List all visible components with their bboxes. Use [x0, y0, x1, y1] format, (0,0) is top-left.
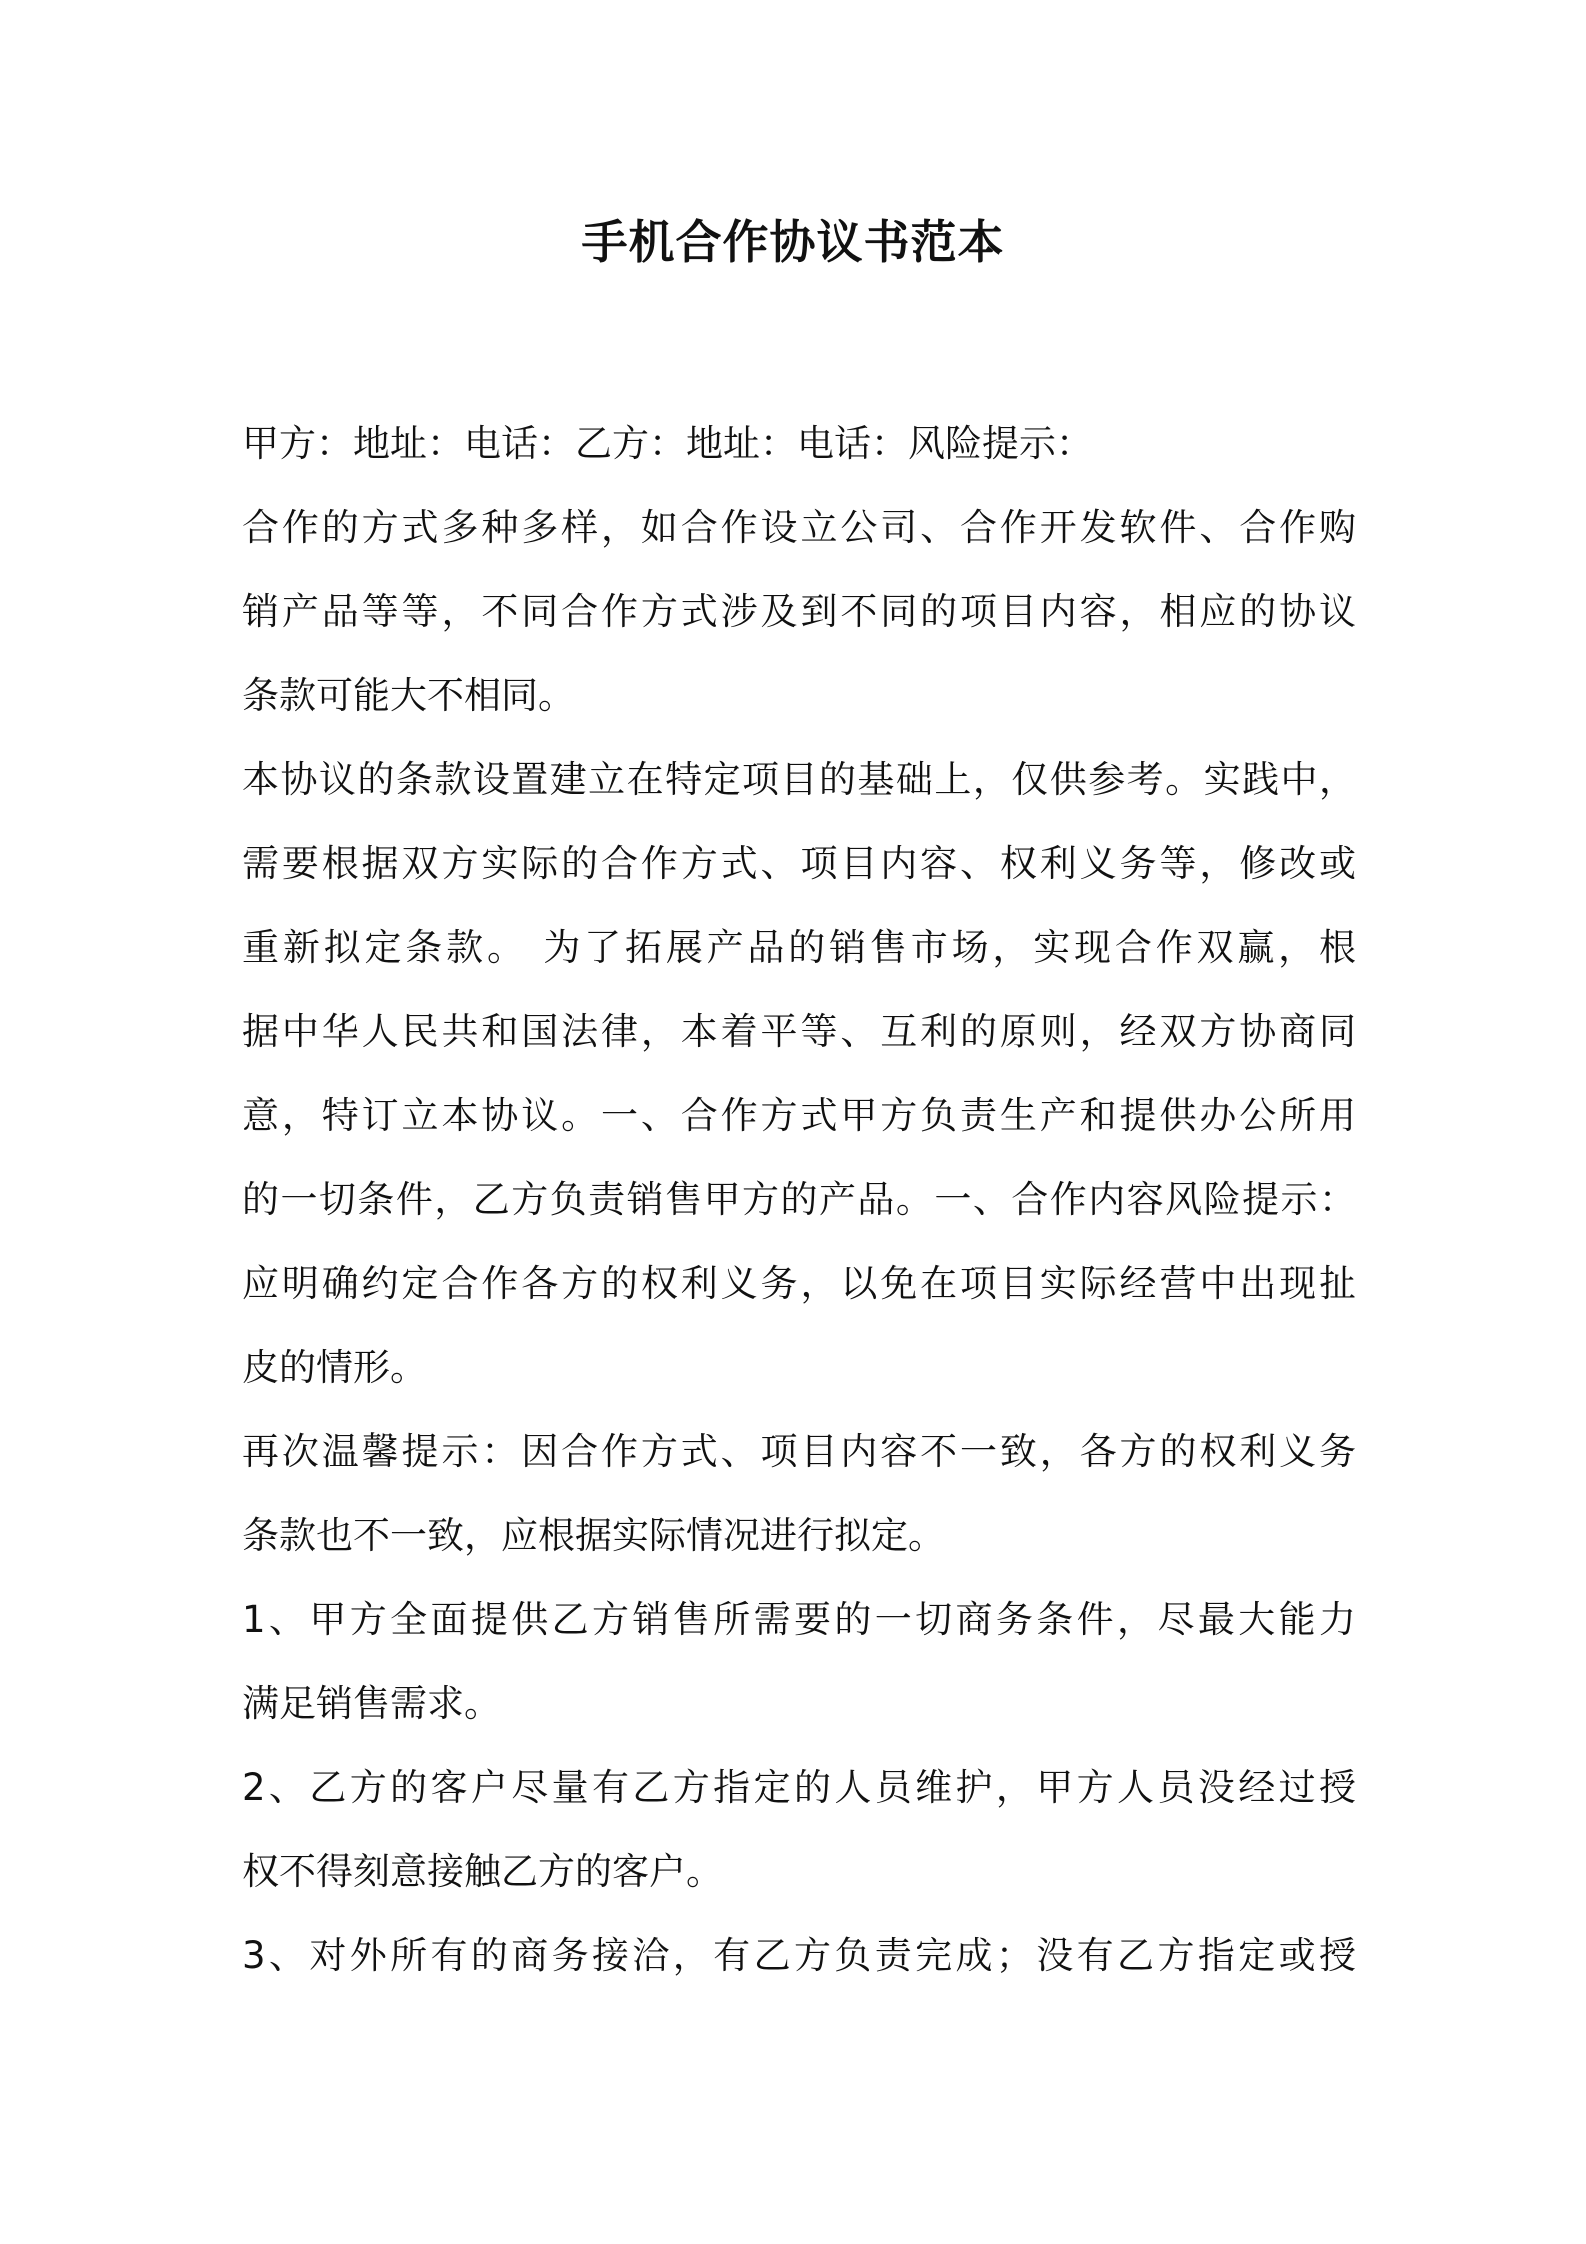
text-line: 意，特订立本协议。一、合作方式甲方负责生产和提供办公所用 — [242, 1094, 1356, 1137]
text-line: 据中华人民共和国法律，本着平等、互利的原则，经双方协商同 — [242, 1010, 1356, 1053]
text-line: 1、甲方全面提供乙方销售所需要的一切商务条件，尽最大能力 — [242, 1598, 1356, 1641]
paragraph-reminder — [242, 1410, 1356, 1578]
paragraph-cooperation-forms — [242, 486, 1356, 738]
paragraph-preamble — [242, 738, 1356, 1410]
text-line: 需要根据双方实际的合作方式、项目内容、权利义务等，修改或 — [242, 842, 1356, 885]
text-line: 本协议的条款设置建立在特定项目的基础上，仅供参考。实践中， — [242, 758, 1356, 801]
clause-3 — [242, 1914, 1356, 1998]
text-line: 条款可能大不相同。 — [242, 674, 575, 717]
text-line: 甲方：地址：电话：乙方：地址：电话：风险提示： — [242, 422, 1093, 465]
paragraph-parties — [242, 402, 1356, 486]
text-line: 重新拟定条款。 为了拓展产品的销售市场，实现合作双赢，根 — [242, 926, 1356, 969]
clause-1 — [242, 1578, 1356, 1746]
text-line: 销产品等等，不同合作方式涉及到不同的项目内容，相应的协议 — [242, 590, 1356, 633]
text-line: 2、乙方的客户尽量有乙方指定的人员维护，甲方人员没经过授 — [242, 1766, 1356, 1809]
clause-2 — [242, 1746, 1356, 1914]
text-line: 皮的情形。 — [242, 1346, 427, 1389]
text-line: 合作的方式多种多样，如合作设立公司、合作开发软件、合作购 — [242, 506, 1356, 549]
text-line: 的一切条件，乙方负责销售甲方的产品。一、合作内容风险提示： — [242, 1178, 1356, 1221]
text-line: 条款也不一致，应根据实际情况进行拟定。 — [242, 1514, 945, 1557]
text-line: 满足销售需求。 — [242, 1682, 501, 1725]
text-line: 权不得刻意接触乙方的客户。 — [242, 1850, 723, 1893]
text-line: 应明确约定合作各方的权利义务，以免在项目实际经营中出现扯 — [242, 1262, 1356, 1305]
document-body — [242, 402, 1356, 1998]
text-line: 再次温馨提示：因合作方式、项目内容不一致，各方的权利义务 — [242, 1430, 1356, 1473]
text-line: 3、对外所有的商务接洽，有乙方负责完成；没有乙方指定或授 — [242, 1934, 1356, 1977]
document-title: 手机合作协议书范本 — [581, 215, 1005, 269]
